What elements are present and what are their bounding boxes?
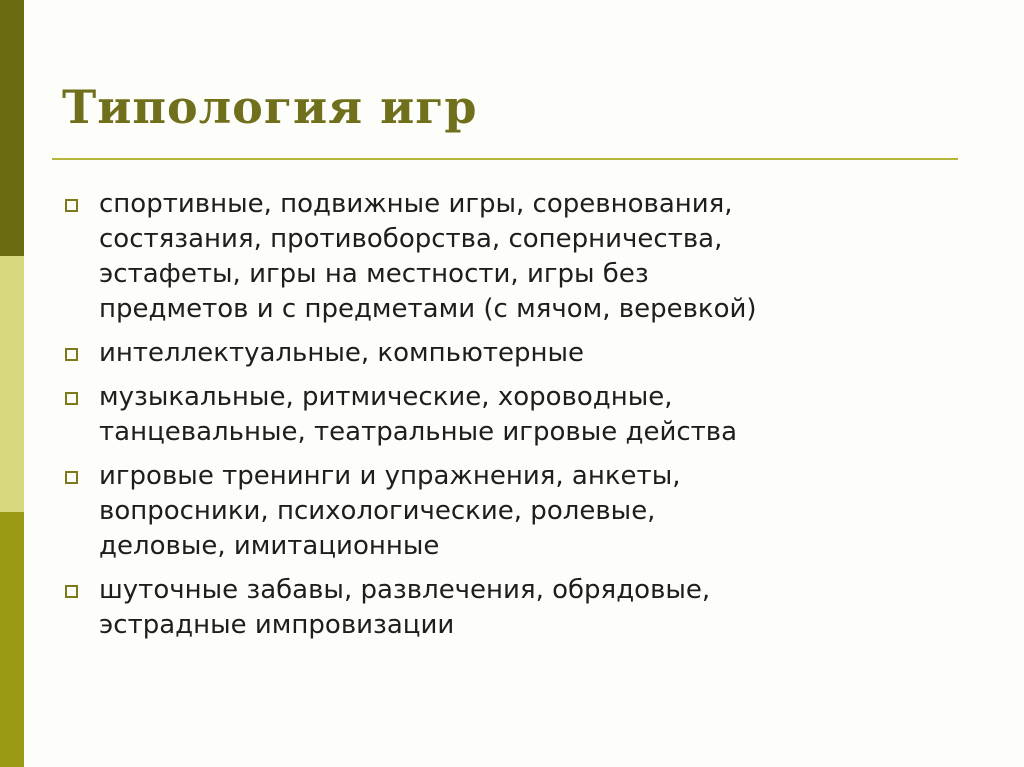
bullet-text: спортивные, подвижные игры, соревнования, состязания, противоборства, соперничества, эстафеты, игры на местности, игры без предметов и с предметами (с мячом, веревкой): [99, 189, 757, 324]
title-divider: [52, 158, 958, 160]
slide-title: Типология игр: [62, 80, 478, 134]
list-item: [62, 573, 962, 643]
hollow-square-bullet-icon: [65, 471, 78, 484]
hollow-square-bullet-icon: [65, 392, 78, 405]
bullet-text: интеллектуальные, компьютерные: [99, 338, 585, 368]
hollow-square-bullet-icon: [65, 585, 78, 598]
list-item: [62, 336, 962, 371]
bullet-text: шуточные забавы, развлечения, обрядовые, эстрадные импровизации: [99, 575, 711, 640]
accent-bar-segment-bottom: [0, 512, 24, 767]
bullet-text: музыкальные, ритмические, хороводные, танцевальные, театральные игровые действа: [99, 382, 738, 447]
hollow-square-bullet-icon: [65, 199, 78, 212]
list-item: [62, 380, 962, 450]
list-item: [62, 187, 962, 327]
bullet-text: игровые тренинги и упражнения, анкеты, вопросники, психологические, ролевые, деловые, имитационные: [99, 461, 681, 561]
bullet-list: [62, 187, 962, 652]
list-item: [62, 459, 962, 564]
left-accent-bar: [0, 0, 24, 767]
accent-bar-segment-middle: [0, 256, 24, 512]
accent-bar-segment-top: [0, 0, 24, 256]
hollow-square-bullet-icon: [65, 348, 78, 361]
